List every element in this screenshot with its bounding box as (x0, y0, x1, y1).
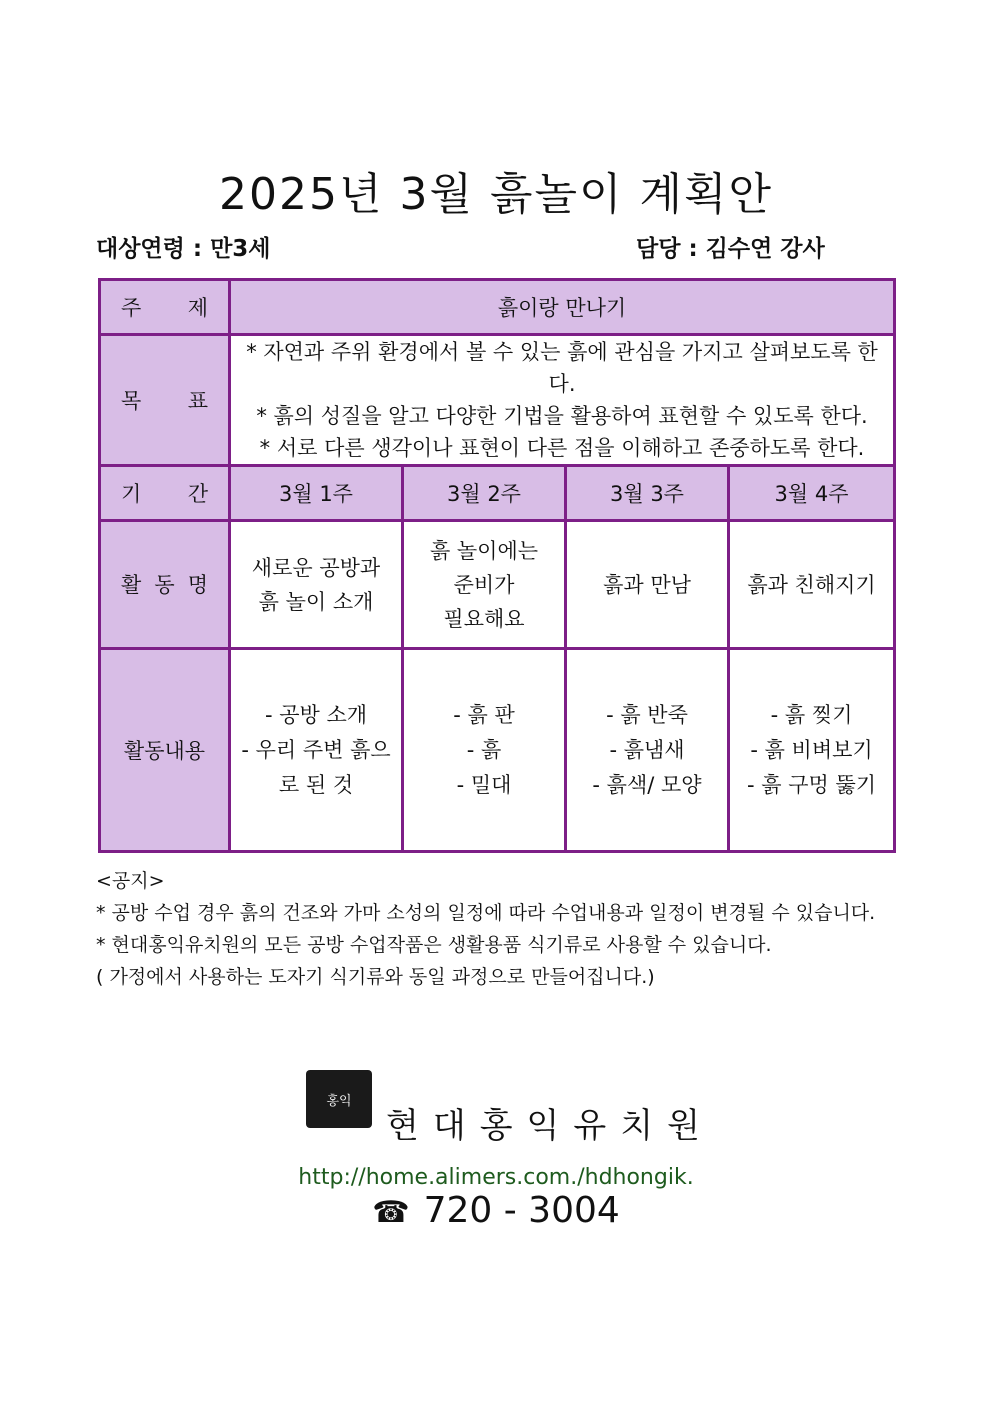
telephone-icon: ☎ (372, 1195, 410, 1230)
goal-item: * 자연과 주위 환경에서 볼 수 있는 흙에 관심을 가지고 살펴보도록 한다. (246, 340, 878, 396)
activity-name-label: 활 동 명 (100, 521, 230, 649)
homepage-link[interactable]: http://home.alimers.com./hdhongik. (298, 1165, 694, 1190)
activity-name-week-2: 흙 놀이에는 준비가 필요해요 (403, 521, 566, 649)
activity-name-week-1: 새로운 공방과 흙 놀이 소개 (230, 521, 403, 649)
period-row (100, 466, 895, 521)
goal-item: * 서로 다른 생각이나 표현이 다른 점을 이해하고 존중하도록 한다. (259, 436, 865, 460)
plan-table (98, 278, 896, 853)
target-age: 대상연령 : 만3세 (96, 236, 271, 262)
week-3: 3월 3주 (566, 466, 729, 521)
week-4: 3월 4주 (729, 466, 895, 521)
goal-row (100, 335, 895, 466)
phone-number (0, 1190, 992, 1231)
goal-label: 목 표 (100, 335, 230, 466)
topic-row (100, 280, 895, 335)
activity-content-row (100, 649, 895, 852)
activity-content-label: 활동내용 (100, 649, 230, 852)
teacher: 담당 : 김수연 강사 (636, 236, 825, 262)
goals-cell (230, 335, 895, 466)
kindergarten-name: 현대홍익유치원 (386, 1106, 714, 1146)
period-label: 기 간 (100, 466, 230, 521)
page-title: 2025년 3월 흙놀이 계획안 (219, 169, 773, 220)
notice-heading: <공지> (96, 870, 165, 892)
activity-name-row (100, 521, 895, 649)
activity-content-week-3: - 흙 반죽 - 흙냄새 - 흙색/ 모양 (566, 649, 729, 852)
goal-item: * 흙의 성질을 알고 다양한 기법을 활용하여 표현할 수 있도록 한다. (256, 404, 868, 428)
notice-line: * 현대홍익유치원의 모든 공방 수업작품은 생활용품 식기류로 사용할 수 있습니다. (96, 934, 772, 956)
topic-value: 흙이랑 만나기 (230, 280, 895, 335)
activity-content-week-2: - 흙 판 - 흙 - 밀대 (403, 649, 566, 852)
kindergarten-logo: 홍익 (306, 1070, 372, 1128)
activity-content-week-4: - 흙 찢기 - 흙 비벼보기 - 흙 구멍 뚫기 (729, 649, 895, 852)
phone-value: 720 - 3004 (423, 1190, 620, 1231)
notice-section (96, 865, 898, 993)
week-2: 3월 2주 (403, 466, 566, 521)
notice-line: * 공방 수업 경우 흙의 건조와 가마 소성의 일정에 따라 수업내용과 일정이 변경될 수 있습니다. (96, 902, 876, 924)
activity-name-week-4: 흙과 친해지기 (729, 521, 895, 649)
week-1: 3월 1주 (230, 466, 403, 521)
activity-content-week-1: - 공방 소개 - 우리 주변 흙으로 된 것 (230, 649, 403, 852)
notice-line: ( 가정에서 사용하는 도자기 식기류와 동일 과정으로 만들어집니다.) (96, 966, 655, 988)
activity-name-week-3: 흙과 만남 (566, 521, 729, 649)
topic-label: 주 제 (100, 280, 230, 335)
